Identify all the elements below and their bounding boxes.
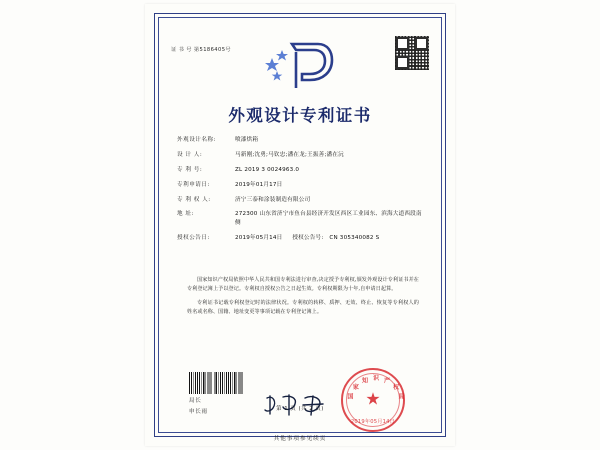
field-label: 地 址:: [177, 211, 194, 218]
field-application-date: [177, 181, 423, 189]
qr-code-icon: [395, 36, 429, 70]
seal-arc-text: 国 家 知 识 产 权 局: [347, 375, 405, 401]
seal-star-icon: ★: [365, 389, 381, 410]
certificate-number: 证 书 号 第5186405号: [171, 47, 231, 53]
legal-text: [187, 276, 419, 322]
field-label: 专 利 权 人:: [177, 196, 211, 203]
field-label: 外观设计名称:: [177, 137, 216, 143]
field-value: 马新刚;沈勇;马钦忠;潘在龙;王振善;潘在沅: [235, 151, 344, 158]
field-grant-announcement: [177, 234, 423, 242]
certificate-sheet: [145, 4, 455, 446]
field-label: 专 利 号:: [177, 166, 203, 173]
field-value: [235, 234, 423, 242]
footer-note: 其他事项参见续页: [273, 436, 327, 442]
barcode-icon: [189, 372, 245, 394]
field-value: 喷漆烘箱: [235, 137, 259, 143]
field-value: 济宁三泰和涂装制造有限公司: [235, 196, 311, 203]
field-value: 272300 山东省济宁市鱼台县经济开发区西区工业园东、滨海大道西段南侧: [235, 211, 422, 226]
grant-number-label: 授权公告号:: [292, 234, 324, 241]
field-patent-number: [177, 166, 423, 174]
field-design-name: [177, 136, 423, 144]
field-label: 设 计 人:: [177, 151, 203, 158]
field-label: 专利申请日:: [177, 181, 210, 188]
grant-number-value: CN 305340082 S: [329, 234, 380, 241]
field-value: ZL 2019 3 0024963.0: [235, 166, 300, 173]
seal-date: 2019年05月14日: [350, 419, 396, 425]
cnipa-blue-logo-icon: [262, 38, 338, 92]
page-title: 外观设计专利证书: [228, 106, 372, 125]
page-indicator: 第 1 页 (共 2 页): [276, 406, 324, 412]
grant-date-value: 2019年05月14日: [235, 234, 283, 241]
field-label: 授权公告日:: [177, 234, 210, 241]
field-designers: [177, 151, 423, 159]
official-seal: [341, 368, 405, 432]
legal-paragraph-1: 国家知识产权局依照中华人民共和国专利法进行审查,决定授予专利权,颁发外观设计专利证书并在专利登记簿上予以登记。专利权自授权公告之日起生效。专利权期限为十年,自申请日起算。: [187, 277, 419, 292]
director-label: 局长: [189, 398, 202, 404]
director-name-printed: 申长雨: [189, 408, 208, 415]
field-value: 2019年01月17日: [235, 181, 283, 188]
legal-paragraph-2: 专利证书记载专利权登记时的法律状况。专利权的转移、质押、无效、终止、恢复等专利权人的姓名或名称、国籍、地址变更等事项记载在专利登记簿上。: [187, 299, 419, 315]
field-list: [177, 136, 423, 249]
certificate-content: [165, 24, 435, 426]
field-patentee: [177, 196, 423, 204]
field-address: [177, 210, 423, 227]
